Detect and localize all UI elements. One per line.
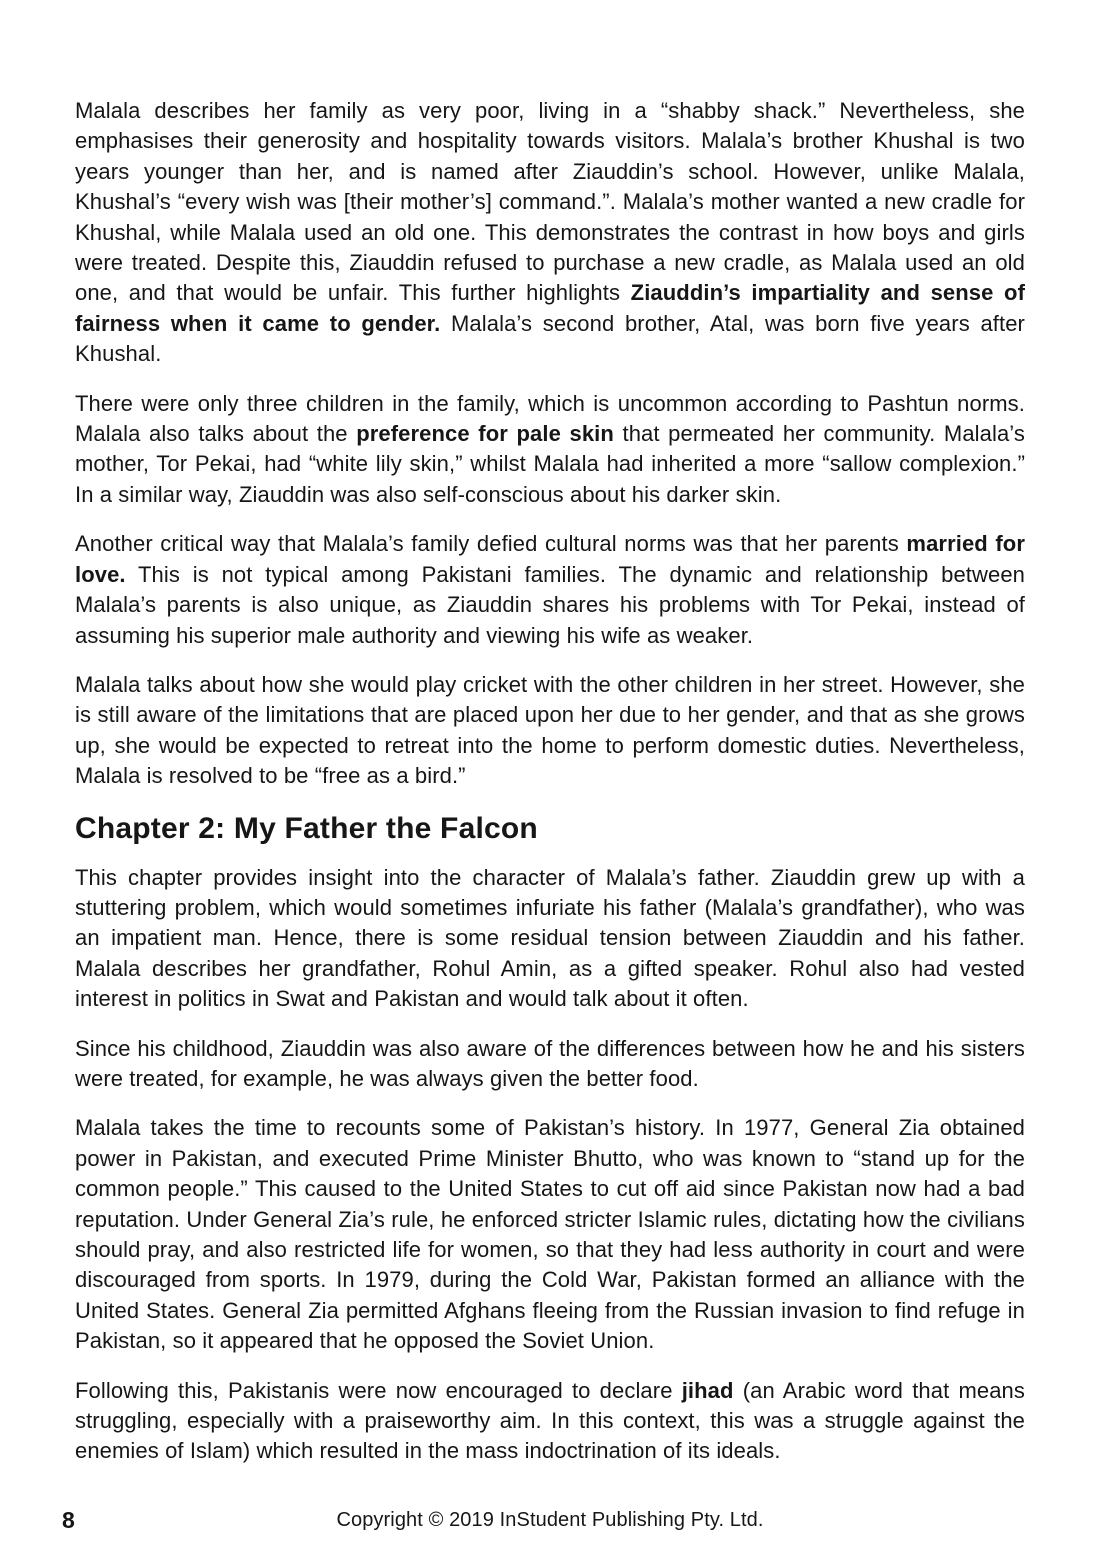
bold-text-segment: jihad bbox=[681, 1377, 734, 1403]
text-segment: Since his childhood, Ziauddin was also aware of the differences between how he and his sisters were treated, for example, he was always given the better food. bbox=[75, 1035, 1025, 1091]
paragraph bbox=[75, 670, 1025, 792]
footer bbox=[0, 1504, 1100, 1534]
text-segment: that permeated her community. Malala’s mother, Tor Pekai, had “white lily skin,” whilst Malala had inherited a more “sallow complexion.” In a similar way, Ziauddin was also self-conscious about his darker skin. bbox=[75, 421, 1025, 507]
chapter-heading bbox=[75, 811, 1025, 847]
text-segment: Malala describes her family as very poor, living in a “shabby shack.” Nevertheless, she emphasises their generosity and hospitality towards visitors. Malala’s brother Khushal is two years younger than her, and is named after Ziauddin’s school. However, unlike Malala, Khushal’s “every wish was [their mother’s] command.”. Malala’s mother wanted a new cradle for Khushal, while Malala used an old one. This demonstrates the contrast in how boys and girls were treated. Despite this, Ziauddin refused to purchase a new cradle, as Malala used an old one, and that would be unfair. This further highlights bbox=[75, 98, 1025, 306]
paragraph bbox=[75, 96, 1025, 370]
text-segment: This chapter provides insight into the character of Malala’s father. Ziauddin grew up with a stuttering problem, which would sometimes infuriate his father (Malala’s grandfather), who was an impatient man. Hence, there is some residual tension between Ziauddin and his father. Malala describes her grandfather, Rohul Amin, as a gifted speaker. Rohul also had vested interest in politics in Swat and Pakistan and would talk about it often. bbox=[75, 864, 1025, 1012]
text-segment: Following this, Pakistanis were now encouraged to declare bbox=[75, 1377, 682, 1403]
text-segment: Malala’s second brother, Atal, was born five years after Khushal. bbox=[75, 310, 1025, 367]
text-segment: Malala talks about how she would play cricket with the other children in her street. However, she is still aware of the limitations that are placed upon her due to her gender, and that as she grows up, she would be expected to retreat into the home to perform domestic duties. Nevertheless, Malala is resolved to be “free as a bird.” bbox=[75, 671, 1025, 789]
paragraph bbox=[75, 863, 1025, 1015]
paragraph bbox=[75, 1113, 1025, 1356]
bold-text-segment: Ziauddin’s impartiality and sense of fairness when it came to gender. bbox=[75, 280, 1026, 336]
paragraph bbox=[75, 1376, 1025, 1467]
text-segment: This is not typical among Pakistani families. The dynamic and relationship between Malala’s parents is also unique, as Ziauddin shares his problems with Tor Pekai, instead of assuming his superior male authority and viewing his wife as weaker. bbox=[75, 561, 1025, 648]
copyright-text: Copyright © 2019 InStudent Publishing Pty. Ltd. bbox=[336, 1509, 764, 1531]
page-number: 8 bbox=[62, 1507, 75, 1533]
paragraph bbox=[75, 529, 1025, 651]
bold-text-segment: preference for pale skin bbox=[356, 421, 614, 447]
text-segment: Another critical way that Malala’s family defied cultural norms was that her parents bbox=[75, 531, 907, 557]
text-segment: (an Arabic word that means struggling, especially with a praiseworthy aim. In this context, this was a struggle against the enemies of Islam) which resulted in the mass indoctrination of its ideals. bbox=[75, 1377, 1025, 1464]
text-segment: Malala takes the time to recounts some of Pakistan’s history. In 1977, General Zia obtained power in Pakistan, and executed Prime Minister Bhutto, who was known to “stand up for the common people.” This caused to the United States to cut off aid since Pakistan now had a bad reputation. Under General Zia’s rule, he enforced stricter Islamic rules, dictating how the civilians should pray, and also restricted life for women, so that they had less authority in court and were discouraged from sports. In 1979, during the Cold War, Pakistan formed an alliance with the United States. General Zia permitted Afghans fleeing from the Russian invasion to find refuge in Pakistan, so it appeared that he opposed the Soviet Union. bbox=[75, 1115, 1025, 1354]
text-segment: There were only three children in the family, which is uncommon according to Pashtun norms. Malala also talks about the bbox=[75, 390, 1025, 447]
bold-text-segment: Chapter 2: My Father the Falcon bbox=[75, 811, 538, 845]
paragraph bbox=[75, 1034, 1025, 1095]
body-text bbox=[75, 96, 1025, 1486]
paragraph bbox=[75, 389, 1025, 511]
bold-text-segment: married for love. bbox=[75, 531, 1025, 587]
